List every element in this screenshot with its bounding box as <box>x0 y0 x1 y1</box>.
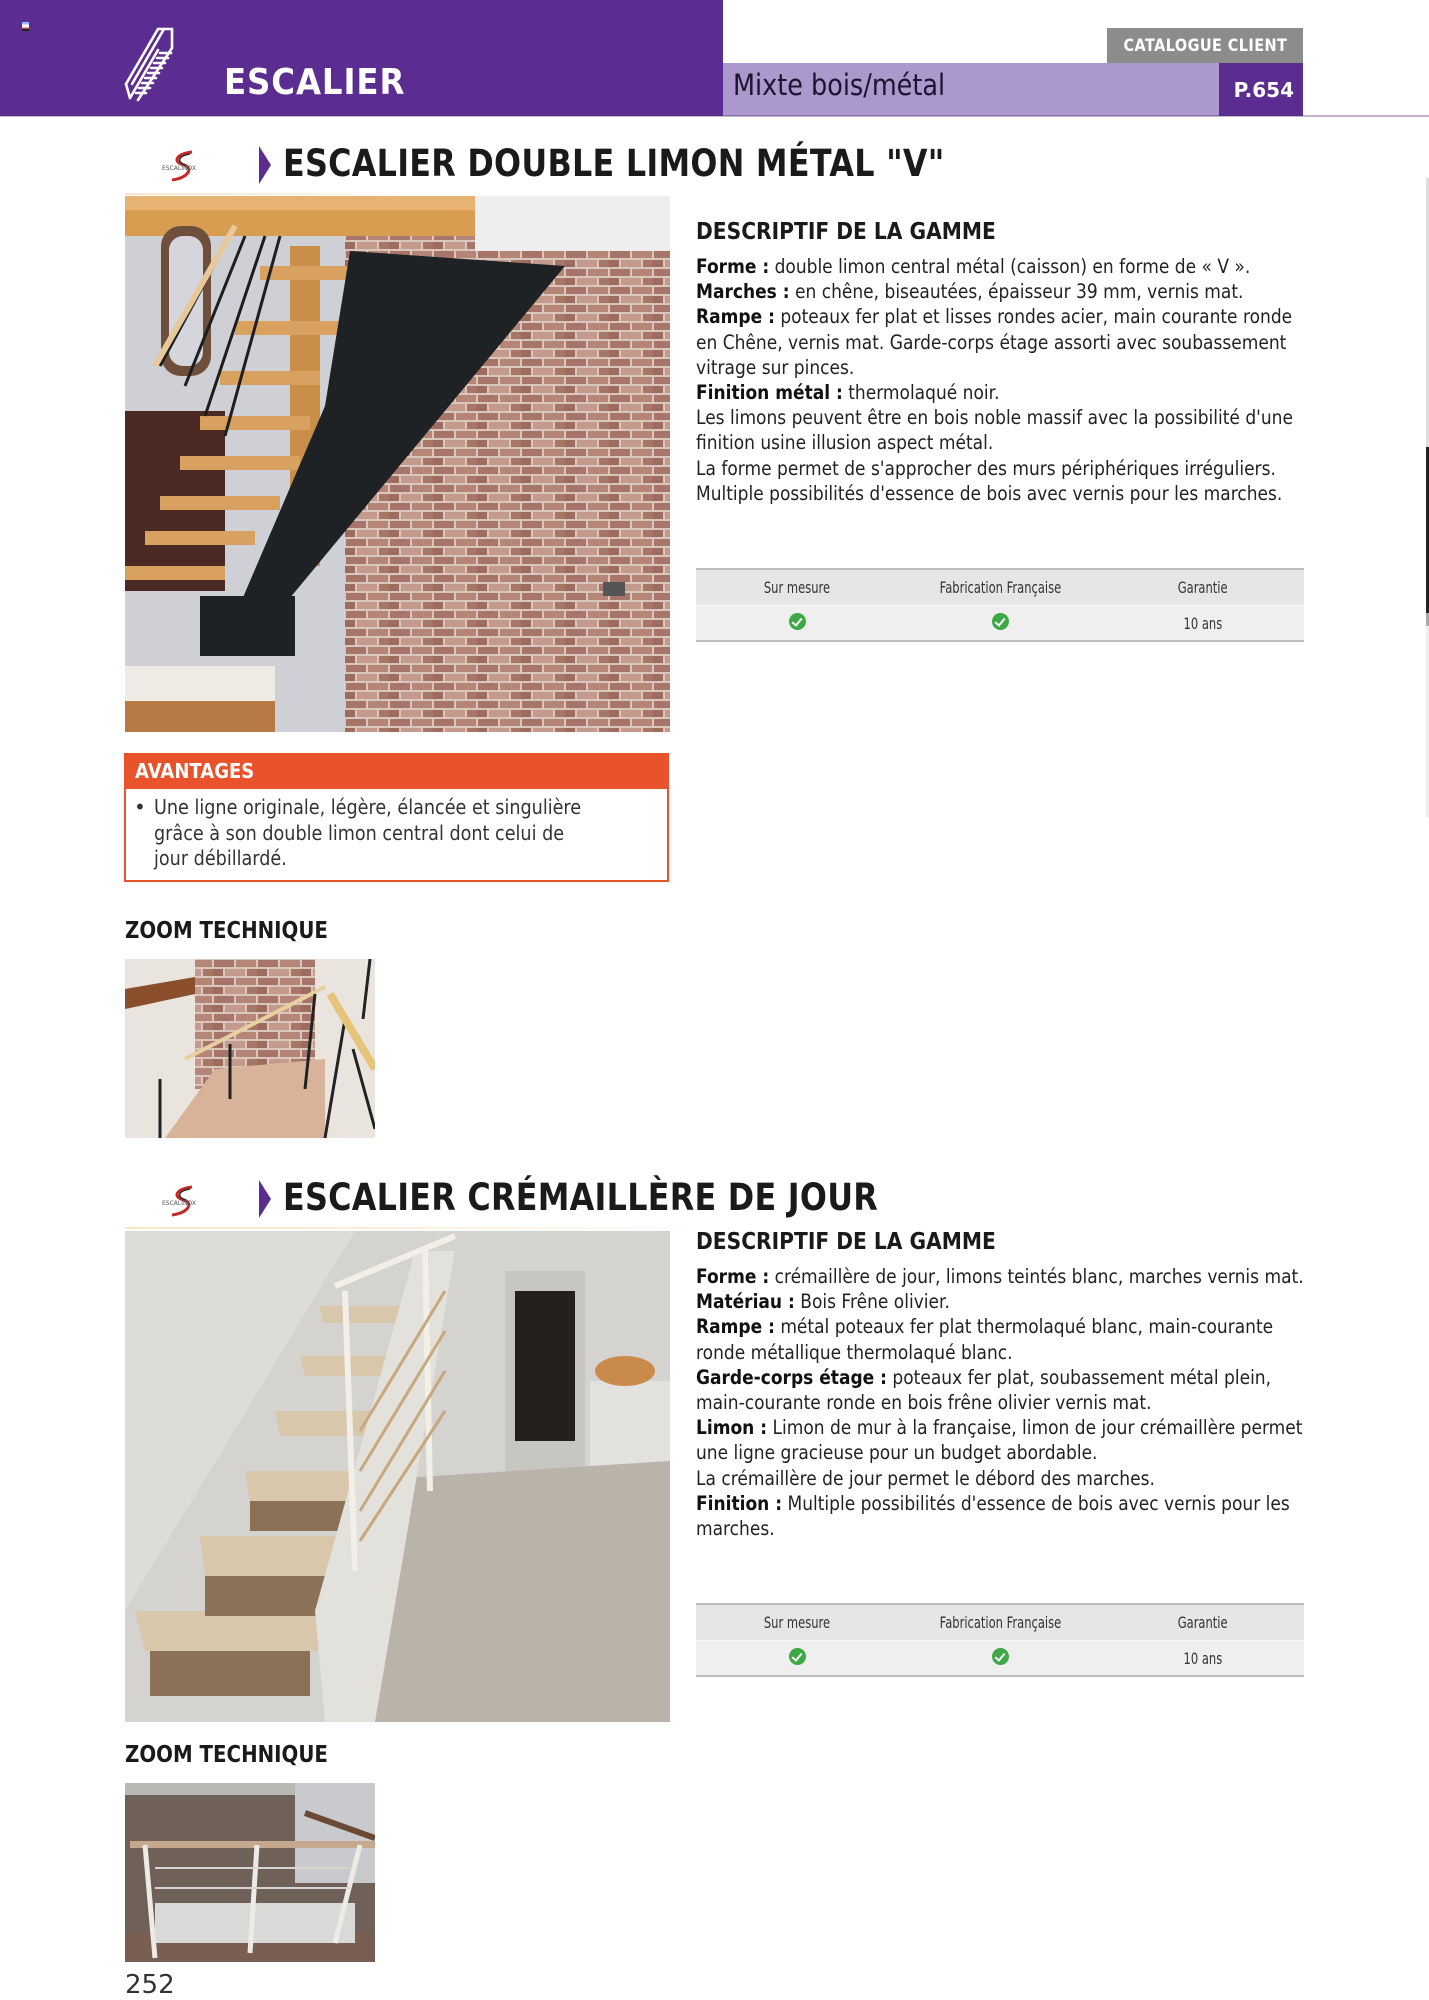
features-value-row <box>696 1640 1304 1675</box>
features-value-row <box>696 605 1304 640</box>
feature-header: Garantie <box>1177 578 1228 597</box>
flag-icon <box>22 22 29 31</box>
staircase-icon <box>124 26 180 102</box>
feature-header: Fabrication Française <box>939 578 1061 597</box>
advantages-heading: AVANTAGES <box>126 753 667 789</box>
description-heading: DESCRIPTIF DE LA GAMME <box>696 219 996 245</box>
product-photo-double-limon <box>125 196 670 732</box>
title-underline <box>125 193 425 195</box>
features-header-row <box>696 570 1304 605</box>
zoom-technique-photo-1 <box>125 959 375 1138</box>
check-icon <box>789 613 806 630</box>
features-table <box>696 1603 1304 1677</box>
zoom-technique-photo-2 <box>125 1783 375 1962</box>
feature-header: Sur mesure <box>764 578 831 597</box>
warranty-value: 10 ans <box>1183 1648 1223 1668</box>
page-number: 252 <box>125 1970 175 2000</box>
svg-text:ESCALINOX: ESCALINOX <box>162 1200 196 1207</box>
features-header-row <box>696 1605 1304 1640</box>
escalinox-logo <box>158 148 206 184</box>
advantage-item: • Une ligne originale, légère, élancée et singulière grâce à son double limon central dont celui de jour débillardé. <box>134 795 582 870</box>
warranty-value: 10 ans <box>1183 613 1223 633</box>
header-divider <box>0 115 1429 117</box>
product-title: ESCALIER CRÉMAILLÈRE DE JOUR <box>283 1176 879 1219</box>
check-icon <box>992 1648 1009 1665</box>
svg-text:ESCALINOX: ESCALINOX <box>162 165 196 172</box>
description-text: Forme : double limon central métal (caisson) en forme de « V ». Marches : en chêne, biseautées, épaisseur 39 mm, vernis mat. Rampe : poteaux fer plat et lisses rondes acier, main courante ronde en Chêne, vernis mat. Garde-corps étage assorti avec soubassement vitrage sur pinces. Finition métal : thermolaqué noir. Les limons peuvent être en bois noble massif avec la possibilité d'une finition usine illusion aspect métal. La forme permet de s'approcher des murs périphériques irréguliers. Multiple possibilités d'essence de bois avec vernis pour les marches. <box>696 255 1293 505</box>
section-arrow-icon <box>259 1180 271 1218</box>
catalogue-page-badge: P.654 <box>1219 63 1303 116</box>
feature-header: Garantie <box>1177 1613 1228 1632</box>
section-arrow-icon <box>259 146 271 184</box>
check-icon <box>992 613 1009 630</box>
zoom-technique-heading: ZOOM TECHNIQUE <box>125 1742 328 1768</box>
title-underline <box>125 1227 725 1229</box>
features-table <box>696 568 1304 642</box>
feature-header: Fabrication Française <box>939 1613 1061 1632</box>
bullet-icon: • <box>134 795 146 819</box>
product-title: ESCALIER DOUBLE LIMON MÉTAL "V" <box>283 142 945 185</box>
zoom-technique-heading: ZOOM TECHNIQUE <box>125 918 328 944</box>
check-icon <box>789 1648 806 1665</box>
section-title: ESCALIER <box>224 62 406 103</box>
escalinox-logo <box>158 1183 206 1219</box>
catalogue-badge: CATALOGUE CLIENT <box>1107 28 1303 63</box>
description-heading: DESCRIPTIF DE LA GAMME <box>696 1229 996 1255</box>
subtitle: Mixte bois/métal <box>733 68 946 102</box>
advantages-box <box>124 753 669 882</box>
description-text: Forme : crémaillère de jour, limons teintés blanc, marches vernis mat. Matériau : Bois Frêne olivier. Rampe : métal poteaux fer plat thermolaqué blanc, main-courante ronde métallique thermolaqué blanc. Garde-corps étage : poteaux fer plat, soubassement métal plein, main-courante ronde en bois frêne olivier vernis mat. Limon : Limon de mur à la française, limon de jour crémaillère permet une ligne gracieuse pour un budget abordable. La crémaillère de jour permet le débord des marches. Finition : Multiple possibilités d'essence de bois avec vernis pour les marches. <box>696 1265 1304 1541</box>
product-photo-cremaillere <box>125 1231 670 1722</box>
feature-header: Sur mesure <box>764 1613 831 1632</box>
